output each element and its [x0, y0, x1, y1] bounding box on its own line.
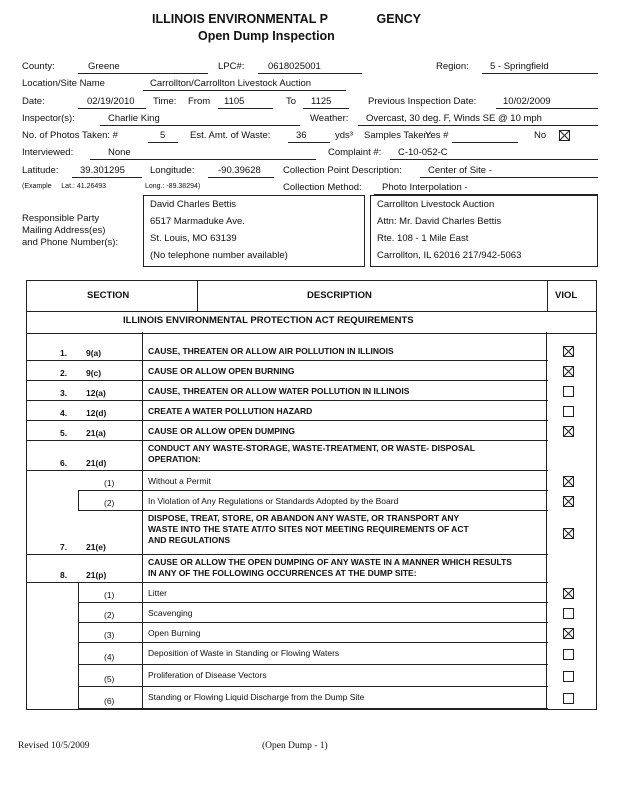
region-label: Region:	[436, 61, 469, 72]
row-section: 12(a)	[86, 388, 106, 398]
form-subtitle: Open Dump Inspection	[198, 29, 356, 43]
row-description-line: WASTE INTO THE STATE AT/TO SITES NOT MEETING REQUIREMENTS OF ACT	[148, 524, 469, 534]
samples-no-checkbox[interactable]	[559, 130, 570, 141]
row-section: 12(d)	[86, 408, 107, 418]
complaint-label: Complaint #:	[328, 147, 382, 158]
row-section: 9(a)	[86, 348, 102, 358]
inspector-value: Charlie King	[108, 113, 160, 124]
row-description-line: CAUSE OR ALLOW THE OPEN DUMPING OF ANY WASTE IN A MANNER WHICH RESULTS	[148, 557, 512, 567]
date-value: 02/19/2010	[87, 96, 135, 107]
party-right-line-2: Attn: Mr. David Charles Bettis	[377, 216, 502, 227]
row-description: CREATE A WATER POLLUTION HAZARD	[148, 406, 313, 416]
row-description: Open Burning	[148, 628, 201, 638]
samples-label: Samples Taken:	[364, 130, 432, 141]
waste-value: 36	[296, 130, 307, 141]
row-description-line: DISPOSE, TREAT, STORE, OR ABANDON ANY WASTE, OR TRANSPORT ANY	[148, 513, 460, 523]
samples-yes-label: Yes #	[425, 130, 449, 141]
violation-checkbox[interactable]	[563, 528, 574, 539]
party-label-1: Responsible Party	[22, 213, 100, 224]
row-subsection: (1)	[104, 590, 115, 600]
row-subsection: (4)	[104, 652, 115, 662]
violation-checkbox[interactable]	[563, 386, 574, 397]
longitude-value: -90.39628	[218, 165, 261, 176]
row-number: 3.	[60, 388, 68, 398]
location-label: Location/Site Name	[22, 78, 105, 89]
latitude-value: 39.301295	[80, 165, 125, 176]
row-subsection: (5)	[104, 674, 115, 684]
cp-desc-value: Center of Site -	[428, 165, 492, 176]
row-description: Litter	[148, 588, 167, 598]
county-value: Greene	[88, 61, 120, 72]
row-subsection: (2)	[104, 610, 115, 620]
party-right-line-1: Carrollton Livestock Auction	[377, 199, 495, 210]
row-section: 21(d)	[86, 458, 107, 468]
row-number: 5.	[60, 428, 68, 438]
row-description: Scavenging	[148, 608, 193, 618]
page-label: (Open Dump - 1)	[262, 741, 328, 751]
party-left-line-2: 6517 Marmaduke Ave.	[150, 216, 245, 227]
row-description-line: IN ANY OF THE FOLLOWING OCCURRENCES AT THE DUMP SITE:	[148, 568, 417, 578]
party-left-line-3: St. Louis, MO 63139	[150, 233, 237, 244]
row-section: 21(e)	[86, 542, 106, 552]
photos-value: 5	[160, 130, 166, 141]
row-number: 6.	[60, 458, 68, 468]
violation-checkbox[interactable]	[563, 628, 574, 639]
row-number: 2.	[60, 368, 68, 378]
from-value: 1105	[224, 96, 245, 107]
row-subsection: (1)	[104, 478, 115, 488]
header-description: DESCRIPTION	[307, 290, 372, 301]
party-left-line-4: (No telephone number available)	[150, 250, 288, 261]
party-right-line-4: Carrollton, IL 62016 217/942-5063	[377, 250, 522, 261]
header-section: SECTION	[87, 290, 130, 301]
row-description: CAUSE, THREATEN OR ALLOW AIR POLLUTION IN ILLINOIS	[148, 346, 394, 356]
complaint-value: C-10-052-C	[398, 147, 448, 158]
photos-label: No. of Photos Taken: #	[22, 130, 118, 141]
region-value: 5 - Springfield	[490, 61, 549, 72]
row-description: CAUSE OR ALLOW OPEN DUMPING	[148, 426, 296, 436]
party-right-line-3: Rte. 108 - 1 Mile East	[377, 233, 469, 244]
row-description: Proliferation of Disease Vectors	[148, 670, 267, 680]
latitude-label: Latitude:	[22, 165, 59, 176]
waste-unit: yds³	[335, 130, 353, 141]
longitude-label: Longitude:	[150, 165, 195, 176]
row-subsection: (3)	[104, 630, 115, 640]
violation-checkbox[interactable]	[563, 406, 574, 417]
row-section: 9(c)	[86, 368, 102, 378]
weather-label: Weather:	[310, 113, 349, 124]
collection-method-label: Collection Method:	[283, 182, 362, 193]
row-description-line: AND REGULATIONS	[148, 535, 231, 545]
row-number: 1.	[60, 348, 68, 358]
violation-checkbox[interactable]	[563, 588, 574, 599]
act-heading: ILLINOIS ENVIRONMENTAL PROTECTION ACT REQUIREMENTS	[123, 315, 414, 326]
party-left-line-1: David Charles Bettis	[150, 199, 237, 210]
from-label: From	[188, 96, 211, 107]
violation-checkbox[interactable]	[563, 476, 574, 487]
row-number: 7.	[60, 542, 68, 552]
row-description-line: CONDUCT ANY WASTE-STORAGE, WASTE-TREATMENT, OR WASTE- DISPOSAL	[148, 443, 475, 453]
samples-no-label: No	[534, 130, 547, 141]
weather-value: Overcast, 30 deg. F, Winds SE @ 10 mph	[366, 113, 542, 124]
date-label: Date:	[22, 96, 45, 107]
violation-checkbox[interactable]	[563, 496, 574, 507]
party-box-left	[143, 195, 365, 267]
row-description: Standing or Flowing Liquid Discharge from the Dump Site	[148, 692, 365, 702]
violation-checkbox[interactable]	[563, 366, 574, 377]
inspector-label: Inspector(s):	[22, 113, 75, 124]
violation-checkbox[interactable]	[563, 426, 574, 437]
row-subsection: (2)	[104, 498, 115, 508]
interviewed-label: Interviewed:	[22, 147, 74, 158]
waste-label: Est. Amt. of Waste:	[190, 130, 271, 141]
row-description-line: OPERATION:	[148, 454, 201, 464]
violation-checkbox[interactable]	[563, 671, 574, 682]
row-number: 4.	[60, 408, 68, 418]
row-section: 21(p)	[86, 570, 107, 580]
header-viol: VIOL	[555, 290, 578, 301]
row-description: CAUSE, THREATEN OR ALLOW WATER POLLUTION IN ILLINOIS	[148, 386, 410, 396]
interviewed-value: None	[108, 147, 131, 158]
form-title: ILLINOIS ENVIRONMENTAL P GENCY	[152, 12, 422, 26]
cp-desc-label: Collection Point Description:	[283, 165, 402, 176]
row-description: Deposition of Waste in Standing or Flowing Waters	[148, 648, 340, 658]
lpc-label: LPC#:	[218, 61, 245, 72]
to-label: To	[286, 96, 297, 107]
revised-date: Revised 10/5/2009	[18, 741, 90, 751]
to-value: 1125	[311, 96, 332, 107]
row-number: 8.	[60, 570, 68, 580]
party-label-3: and Phone Number(s):	[22, 237, 119, 248]
row-subsection: (6)	[104, 696, 115, 706]
coordinate-example: (Example Lat.: 41.26493 Long.: -89.38294)	[22, 183, 201, 190]
party-label-2: Mailing Address(es)	[22, 225, 106, 236]
row-section: 21(a)	[86, 428, 106, 438]
location-value: Carrollton/Carrollton Livestock Auction	[150, 78, 312, 89]
county-label: County:	[22, 61, 55, 72]
violation-checkbox[interactable]	[563, 608, 574, 619]
violation-checkbox[interactable]	[563, 346, 574, 357]
lpc-value: 0618025001	[268, 61, 321, 72]
violation-checkbox[interactable]	[563, 649, 574, 660]
collection-method-value: Photo Interpolation -	[382, 182, 468, 193]
prev-inspection-value: 10/02/2009	[503, 96, 551, 107]
requirements-table	[26, 280, 597, 710]
row-description: CAUSE OR ALLOW OPEN BURNING	[148, 366, 295, 376]
time-label: Time:	[153, 96, 177, 107]
party-box-right	[370, 195, 598, 267]
row-description: In Violation of Any Regulations or Standards Adopted by the Board	[148, 496, 399, 506]
row-description: Without a Permit	[148, 476, 211, 486]
violation-checkbox[interactable]	[563, 693, 574, 704]
prev-inspection-label: Previous Inspection Date:	[368, 96, 477, 107]
